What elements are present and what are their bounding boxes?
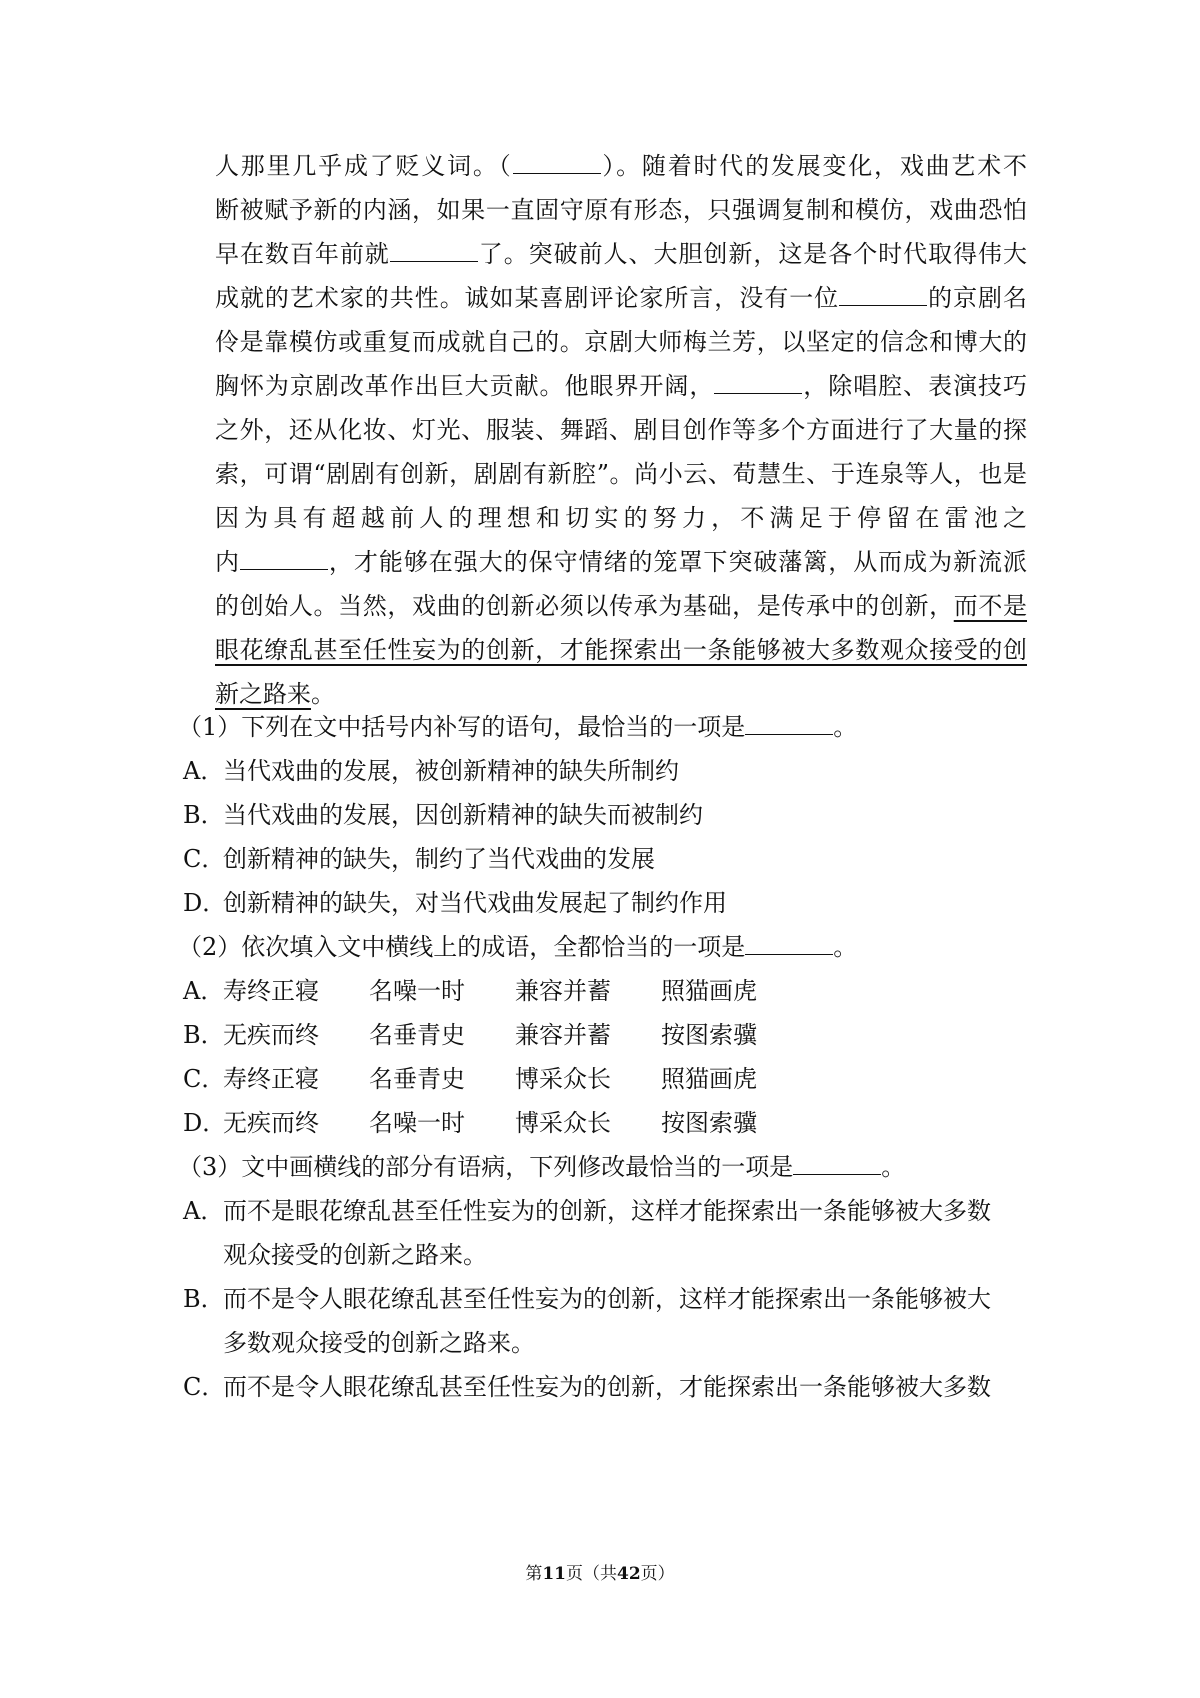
- question-2-option-d: [183, 1103, 807, 1143]
- passage-text: 断被赋予新的内涵，如果一直固守原有形态，只强调复制和模仿，戏曲恐怕: [215, 196, 1027, 224]
- idiom: 博采众长: [515, 1065, 611, 1093]
- passage-line: [215, 586, 1027, 626]
- passage-line: [215, 322, 1027, 362]
- question-3-text: （3）文中画横线的部分有语病，下列修改最恰当的一项是: [178, 1153, 794, 1181]
- question-3-stem: [178, 1147, 905, 1187]
- passage-text: 早在数百年前就: [215, 240, 390, 268]
- question-3-option-a: [183, 1191, 991, 1231]
- option-label: C．: [183, 1373, 226, 1401]
- question-2-end: 。: [833, 933, 858, 961]
- passage-text: 内: [215, 548, 240, 576]
- passage-text: 的京剧名: [927, 284, 1028, 312]
- fill-in-blank: [390, 241, 478, 262]
- passage-text: 因为具有超越前人的理想和切实的努力，不满足于停留在雷池之: [215, 504, 1027, 532]
- question-2-option-b: [183, 1015, 807, 1055]
- option-text: 而不是眼花缭乱甚至任性妄为的创新，这样才能探索出一条能够被大多数: [223, 1197, 991, 1225]
- passage-line: [215, 278, 1027, 318]
- question-1-text: （1）下列在文中括号内补写的语句，最恰当的一项是: [178, 713, 746, 741]
- idiom: 兼容并蓄: [515, 977, 611, 1005]
- footer-middle: 页（共: [566, 1564, 617, 1584]
- question-2-stem: [178, 927, 857, 967]
- question-3-end: 。: [881, 1153, 906, 1181]
- idiom: 无疾而终: [223, 1021, 319, 1049]
- idiom: 按图索骥: [661, 1021, 757, 1049]
- idiom: 名噪一时: [369, 1109, 465, 1137]
- idiom: 按图索骥: [661, 1109, 757, 1137]
- answer-blank: [745, 934, 833, 955]
- footer-prefix: 第: [525, 1564, 543, 1584]
- question-3-option-a-continued: [223, 1235, 487, 1275]
- question-2-text: （2）依次填入文中横线上的成语，全都恰当的一项是: [178, 933, 746, 961]
- idiom: 名垂青史: [369, 1021, 465, 1049]
- option-label: D．: [183, 889, 227, 917]
- option-text: 而不是令人眼花缭乱甚至任性妄为的创新，才能探索出一条能够被大多数: [223, 1373, 991, 1401]
- option-label: B．: [183, 1285, 225, 1313]
- question-1-stem: [178, 707, 857, 747]
- option-text: 而不是令人眼花缭乱甚至任性妄为的创新，这样才能探索出一条能够被大: [223, 1285, 991, 1313]
- option-text: 创新精神的缺失，制约了当代戏曲的发展: [223, 845, 655, 873]
- passage-text: ，才能够在强大的保守情绪的笼罩下突破藩篱，从而成为新流派: [327, 548, 1028, 576]
- question-2-option-c: [183, 1059, 807, 1099]
- option-text: 当代戏曲的发展，因创新精神的缺失而被制约: [223, 801, 703, 829]
- passage-line: [215, 630, 1027, 670]
- idiom: 名垂青史: [369, 1065, 465, 1093]
- passage-text: 胸怀为京剧改革作出巨大贡献。他眼界开阔，: [215, 372, 715, 400]
- idiom: 照猫画虎: [661, 977, 757, 1005]
- question-1-option-a: [183, 751, 679, 791]
- option-label: C．: [183, 1065, 226, 1093]
- question-1-end: 。: [833, 713, 858, 741]
- passage-text: ）。随着时代的发展变化，戏曲艺术不: [600, 152, 1028, 180]
- idiom: 照猫画虎: [661, 1065, 757, 1093]
- passage-text: 。: [311, 680, 335, 708]
- idiom: 博采众长: [515, 1109, 611, 1137]
- underlined-sentence: 新之路来: [215, 680, 311, 708]
- option-label: D．: [183, 1109, 227, 1137]
- page-number: 11: [542, 1564, 566, 1584]
- question-3-option-c: [183, 1367, 991, 1407]
- passage-text: 成就的艺术家的共性。诚如某喜剧评论家所言，没有一位: [215, 284, 840, 312]
- answer-blank: [745, 714, 833, 735]
- fill-in-blank: [839, 285, 927, 306]
- passage-line: [215, 454, 1027, 494]
- passage-text: ，除唱腔、表演技巧: [802, 372, 1028, 400]
- fill-in-blank: [513, 153, 601, 174]
- passage-line: [215, 190, 1027, 230]
- idiom: 兼容并蓄: [515, 1021, 611, 1049]
- passage-line: [215, 542, 1027, 582]
- passage-line: [215, 410, 1027, 450]
- question-1-option-c: [183, 839, 655, 879]
- fill-in-blank: [240, 549, 328, 570]
- option-label: C．: [183, 845, 226, 873]
- passage-line: [215, 146, 1027, 186]
- idiom: 寿终正寝: [223, 1065, 319, 1093]
- page-footer: [0, 1562, 1200, 1586]
- underlined-sentence: 而不是: [953, 592, 1027, 620]
- passage-line: [215, 366, 1027, 406]
- question-2-option-a: [183, 971, 807, 1011]
- passage-text: 的创始人。当然，戏曲的创新必须以传承为基础，是传承中的创新，: [215, 592, 954, 620]
- fill-in-blank: [714, 373, 802, 394]
- underlined-sentence: 眼花缭乱甚至任性妄为的创新，才能探索出一条能够被大多数观众接受的创: [215, 636, 1027, 664]
- passage-text: 之外，还从化妆、灯光、服装、舞蹈、剧目创作等多个方面进行了大量的探: [215, 416, 1027, 444]
- passage-line: [215, 234, 1027, 274]
- question-3-option-b: [183, 1279, 991, 1319]
- option-label: B．: [183, 1021, 225, 1049]
- answer-blank: [793, 1154, 881, 1175]
- option-text: 创新精神的缺失，对当代戏曲发展起了制约作用: [223, 889, 727, 917]
- passage-text: 索，可谓“剧剧有创新，剧剧有新腔”。尚小云、荀慧生、于连泉等人，也是: [215, 460, 1027, 488]
- passage-line: [215, 498, 1027, 538]
- passage-text: 了。突破前人、大胆创新，这是各个时代取得伟大: [477, 240, 1028, 268]
- idiom: 寿终正寝: [223, 977, 319, 1005]
- footer-suffix: 页）: [640, 1564, 675, 1584]
- idiom: 无疾而终: [223, 1109, 319, 1137]
- question-1-option-b: [183, 795, 703, 835]
- passage-text: 人那里几乎成了贬义词。（: [215, 152, 513, 180]
- question-1-option-d: [183, 883, 727, 923]
- option-label: A．: [183, 977, 225, 1005]
- option-label: A．: [183, 1197, 225, 1225]
- total-pages: 42: [617, 1564, 641, 1584]
- idiom: 名噪一时: [369, 977, 465, 1005]
- option-text: 当代戏曲的发展，被创新精神的缺失所制约: [223, 757, 679, 785]
- option-label: A．: [183, 757, 225, 785]
- option-text: 多数观众接受的创新之路来。: [223, 1329, 535, 1357]
- option-text: 观众接受的创新之路来。: [223, 1241, 487, 1269]
- question-3-option-b-continued: [223, 1323, 535, 1363]
- option-label: B．: [183, 801, 225, 829]
- passage-text: 伶是靠模仿或重复而成就自己的。京剧大师梅兰芳，以坚定的信念和博大的: [215, 328, 1027, 356]
